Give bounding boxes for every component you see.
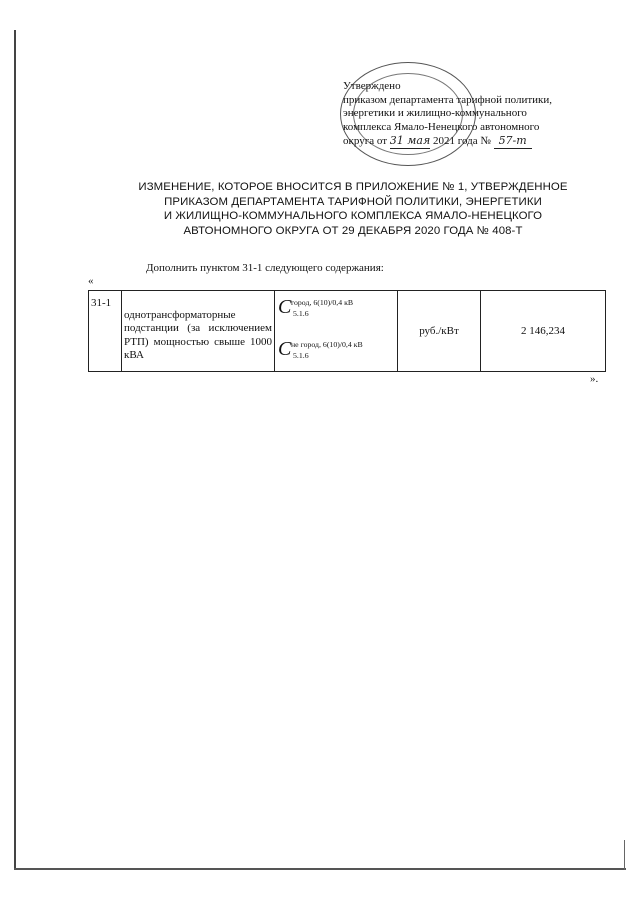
closing-quote: ».	[590, 373, 599, 385]
intro-text: Дополнить пунктом 31-1 следующего содержания:	[146, 262, 384, 274]
handwritten-date: 31 мая	[389, 134, 431, 148]
row-name: однотрансформаторные подстанции (за исключением РТП) мощностью свыше 1000 кВА	[124, 309, 272, 362]
tariff-table	[88, 290, 606, 372]
formula-city-symbol: C	[278, 296, 292, 318]
opening-quote: «	[88, 275, 94, 287]
title-line-4: АВТОНОМНОГО ОКРУГА ОТ 29 ДЕКАБРЯ 2020 ГОДА № 408-Т	[183, 224, 523, 237]
formula-city-superscript: город, 6(10)/0,4 кВ	[291, 298, 354, 307]
row-name-cell	[122, 291, 275, 372]
table-row	[89, 291, 606, 372]
scan-edge-bottom	[14, 868, 626, 870]
formula-noncity-symbol: C	[278, 338, 292, 360]
scan-edge-right	[624, 840, 625, 870]
approval-order-line-1: приказом департамента тарифной политики,	[343, 93, 552, 106]
date-year: 2021 года №	[432, 135, 491, 148]
handwritten-number: 57-т	[494, 134, 532, 149]
approval-heading: Утверждено	[343, 80, 401, 92]
row-formula-cell	[275, 291, 398, 372]
formula-noncity-superscript: не город, 6(10)/0,4 кВ	[291, 340, 363, 349]
date-prefix: округа от	[343, 135, 388, 148]
approval-block	[343, 80, 613, 149]
row-number: 31-1	[89, 291, 122, 372]
scan-edge-left	[14, 30, 16, 870]
approval-order-line-2: энергетики и жилищно-коммунального	[343, 107, 527, 120]
title-line-2: ПРИКАЗОМ ДЕПАРТАМЕНТА ТАРИФНОЙ ПОЛИТИКИ, ЭНЕРГЕТИКИ	[164, 195, 542, 208]
document-title	[118, 180, 588, 238]
approval-date-line	[343, 134, 613, 149]
formula-city	[278, 297, 396, 319]
formula-city-subscript: 5.1.6	[293, 309, 309, 318]
formula-noncity	[278, 339, 396, 361]
approval-order-line-3: комплекса Ямало-Ненецкого автономного	[343, 120, 540, 133]
formula-noncity-subscript: 5.1.6	[293, 351, 309, 360]
row-value: 2 146,234	[481, 291, 606, 372]
row-unit: руб./кВт	[398, 291, 481, 372]
title-line-1: ИЗМЕНЕНИЕ, КОТОРОЕ ВНОСИТСЯ В ПРИЛОЖЕНИЕ № 1, УТВЕРЖДЕННОЕ	[138, 181, 568, 193]
title-line-3: И ЖИЛИЩНО-КОММУНАЛЬНОГО КОМПЛЕКСА ЯМАЛО-НЕНЕЦКОГО	[163, 210, 543, 223]
